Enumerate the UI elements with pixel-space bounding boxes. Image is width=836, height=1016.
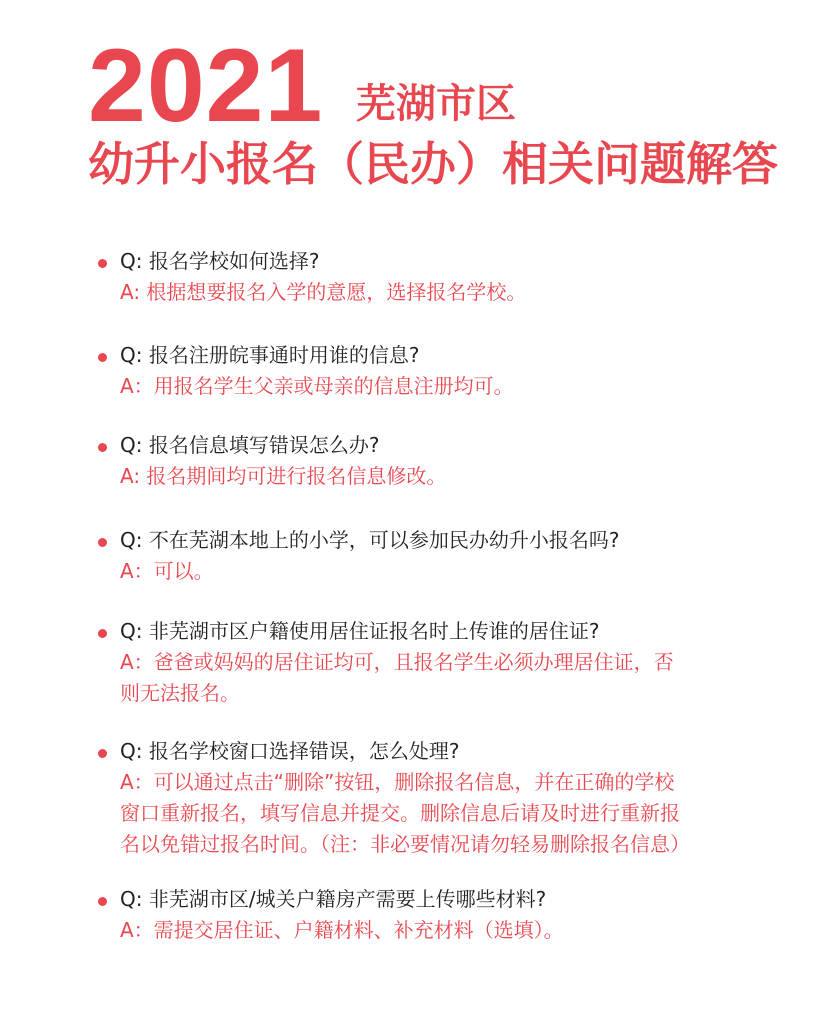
question: Q: 报名学校如何选择? [120,249,320,273]
answer-line: A：可以通过点击“删除”按钮，删除报名信息，并在正确的学校 [120,770,675,794]
answer-line: A: 根据想要报名入学的意愿，选择报名学校。 [120,280,527,304]
question: Q: 报名注册皖事通时用谁的信息? [120,343,420,367]
question: Q: 非芜湖市区户籍使用居住证报名时上传谁的居住证? [120,619,600,643]
qa-item [98,616,798,709]
bullet-icon [98,629,107,638]
answer-line: A：可以。 [120,559,214,583]
qa-item [98,246,798,308]
answer [120,767,798,860]
question: Q: 非芜湖市区/城关户籍房产需要上传哪些材料? [120,887,547,911]
answer-line: A：爸爸或妈妈的居住证均可，且报名学生必须办理居住证，否 [120,650,674,674]
bullet-icon [98,897,107,906]
answer-line: 名以免错过报名时间。（注：非必要情况请勿轻易删除报名信息） [120,832,690,856]
answer [120,556,798,587]
header-city: 芜湖市区 [356,81,516,127]
answer-line: 窗口重新报名，填写信息并提交。删除信息后请及时进行重新报 [120,801,680,825]
bullet-icon [98,749,107,758]
bullet-icon [98,443,107,452]
answer-line: A：需提交居住证、户籍材料、补充材料（选填）。 [120,918,564,942]
bullet-icon [98,538,107,547]
page-title: 幼升小报名（民办）相关问题解答 [88,137,778,191]
question: Q: 报名学校窗口选择错误，怎么处理? [120,739,460,763]
qa-item [98,736,798,860]
answer [120,915,798,946]
bullet-icon [98,353,107,362]
answer-line: A: 报名期间均可进行报名信息修改。 [120,464,447,488]
answer-line: 则无法报名。 [120,681,240,705]
qa-item [98,430,798,492]
answer [120,371,798,402]
answer [120,647,798,709]
header-year: 2021 [88,28,324,144]
answer-line: A：用报名学生父亲或母亲的信息注册均可。 [120,374,514,398]
qa-item [98,525,798,587]
bullet-icon [98,259,107,268]
question: Q: 不在芜湖本地上的小学，可以参加民办幼升小报名吗? [120,528,620,552]
qa-item [98,884,798,946]
question: Q: 报名信息填写错误怎么办? [120,433,380,457]
answer [120,461,798,492]
qa-item [98,340,798,402]
answer [120,277,798,308]
